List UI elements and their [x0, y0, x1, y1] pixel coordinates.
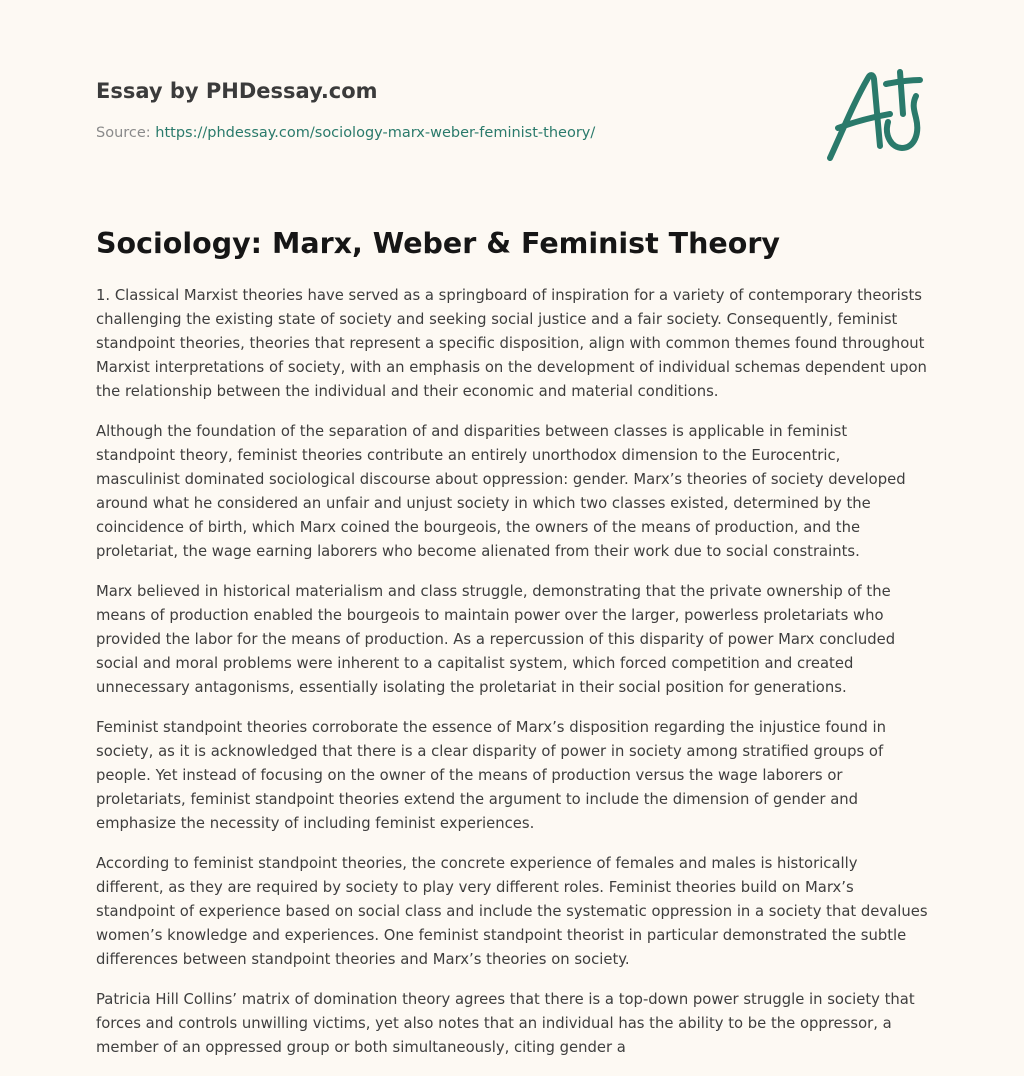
source-link[interactable]: https://phdessay.com/sociology-marx-weber-feminist-theory/: [155, 125, 596, 141]
source-label: Source:: [96, 125, 151, 141]
essay-title: Sociology: Marx, Weber & Feminist Theory: [96, 227, 780, 260]
essay-body: [96, 284, 928, 1060]
essay-paragraph: 1. Classical Marxist theories have served as a springboard of inspiration for a variety of contemporary theorists challenging the existing state of society and seeking social justice and a fair society. Consequently, feminist standpoint theories, theories that represent a specific disposition, align with common themes found throughout Marxist interpretations of society, with an emphasis on the development of individual schemas dependent upon the relationship between the individual and their economic and material conditions.: [96, 287, 927, 400]
essay-paragraph: Marx believed in historical materialism and class struggle, demonstrating that the private ownership of the means of production enabled the bourgeois to maintain power over the larger, powerless proletariats who provided the labor for the means of production. As a repercussion of this disparity of power Marx concluded social and moral problems were inherent to a capitalist system, which forced competition and created unnecessary antagonisms, essentially isolating the proletariat in their social position for generations.: [96, 583, 896, 696]
essay-page: [96, 0, 928, 1076]
essay-paragraph: Patricia Hill Collins’ matrix of domination theory agrees that there is a top-down power struggle in society that forces and controls unwilling victims, yet also notes that an individual has the ability to be the oppressor, a member of an oppressed group or both simultaneously, citing gender a: [96, 991, 915, 1056]
essay-paragraph: Although the foundation of the separation of and disparities between classes is applicable in feminist standpoint theory, feminist theories contribute an entirely unorthodox dimension to the Eurocentric, masculinist dominated sociological discourse about oppression: gender. Marx’s theories of society developed around what he considered an unfair and unjust society in which two classes existed, determined by the coincidence of birth, which Marx coined the bourgeois, the owners of the means of production, and the proletariat, the wage earning laborers who become alienated from their work due to social constraints.: [96, 423, 906, 560]
essay-paragraph: Feminist standpoint theories corroborate the essence of Marx’s disposition regarding the injustice found in society, as it is acknowledged that there is a clear disparity of power in society among stratified groups of people. Yet instead of focusing on the owner of the means of production versus the wage laborers or proletariats, feminist standpoint theories extend the argument to include the dimension of gender and emphasize the necessity of including feminist experiences.: [96, 719, 886, 832]
essay-paragraph: According to feminist standpoint theories, the concrete experience of females and males is historically different, as they are required by society to play very different roles. Feminist theories build on Marx’s standpoint of experience based on social class and include the systematic oppression in a society that devalues women’s knowledge and experiences. One feminist standpoint theorist in particular demonstrated the subtle differences between standpoint theories and Marx’s theories on society.: [96, 855, 928, 968]
brand-heading: Essay by PHDessay.com: [96, 79, 378, 103]
source-line: [96, 123, 595, 143]
a-plus-logo-icon: [824, 62, 928, 166]
